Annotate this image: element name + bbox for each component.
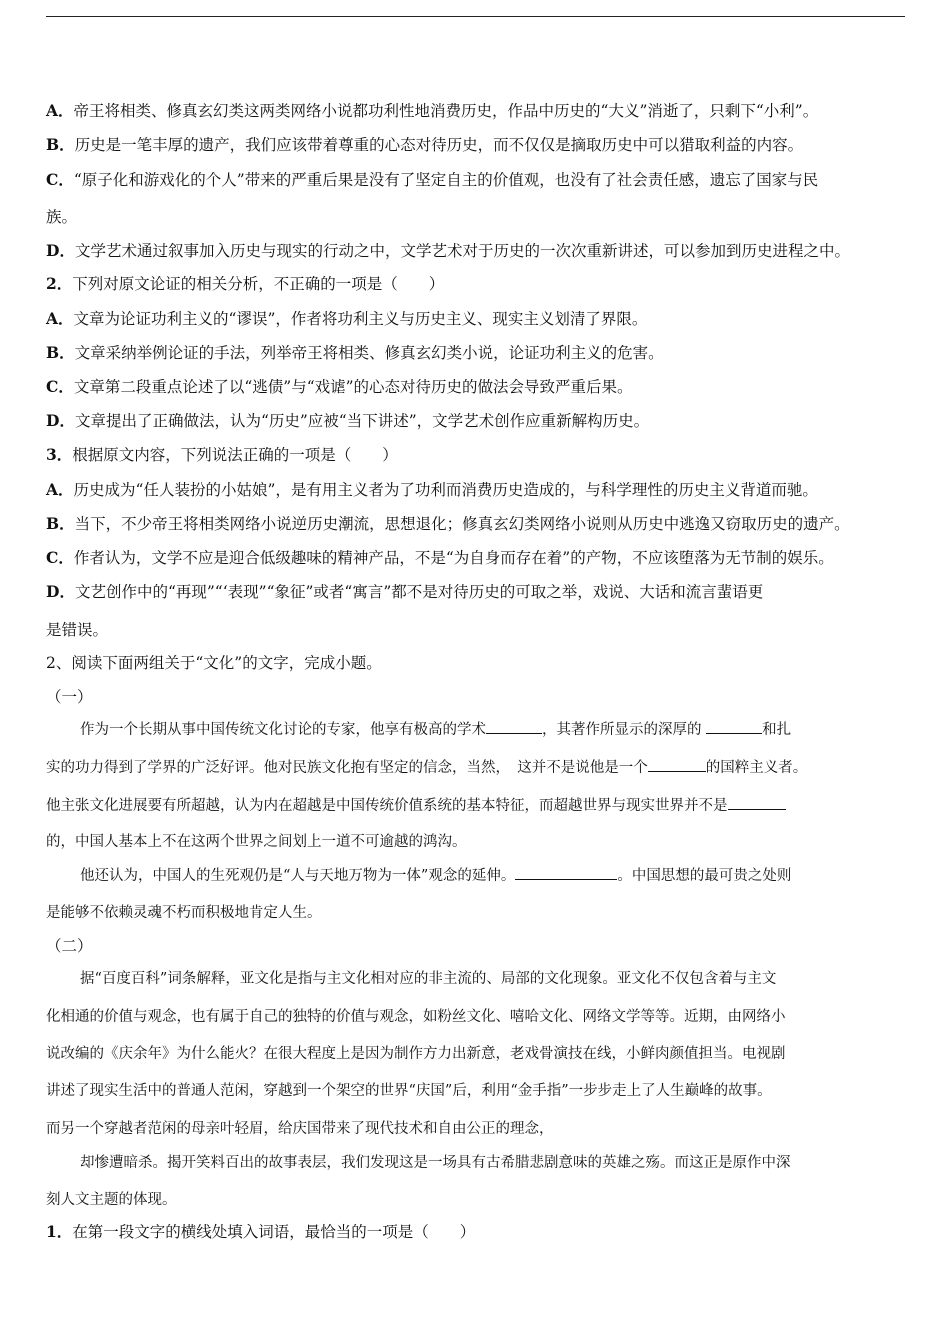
- part2-line-6: 却惨遭暗杀。揭开笑料百出的故事表层，我们发现这是一场具有古希腊悲剧意味的英雄之殇。而这正是原作中深: [80, 1155, 791, 1171]
- section2-heading: 2、阅读下面两组关于“文化”的文字，完成小题。: [46, 654, 382, 672]
- q3-option-c: C．作者认为，文学不应是迎合低级趣味的精神产品，不是“为自身而存在着”的产物，不应该堕落为无节制的娱乐。: [46, 548, 834, 567]
- q1-option-c: C．“原子化和游戏化的个人”带来的严重后果是没有了坚定自主的价值观，也没有了社会责任感，遗忘了国家与民: [46, 170, 819, 189]
- q1-option-b: B．历史是一笔丰厚的遗产，我们应该带着尊重的心态对待历史，而不仅仅是摘取历史中可以猎取利益的内容。: [46, 135, 804, 154]
- q3-option-b: B．当下，不少帝王将相类网络小说逆历史潮流，思想退化；修真玄幻类网络小说则从历史中逃逸又窃取历史的遗产。: [46, 514, 850, 533]
- item-label: C．: [46, 377, 74, 396]
- part2-line-5: 而另一个穿越者范闲的母亲叶轻眉，给庆国带来了现代技术和自由公正的理念，: [46, 1121, 554, 1137]
- q1-option-d: D．文学艺术通过叙事加入历史与现实的行动之中，文学艺术对于历史的一次次重新讲述，可以参加到历史进程之中。: [46, 241, 850, 260]
- item-label: 3．: [46, 445, 73, 464]
- item-label: B．: [46, 514, 75, 533]
- q2-option-b: B．文章采纳举例论证的手法，列举帝王将相类、修真玄幻类小说，论证功利主义的危害。: [46, 343, 664, 362]
- part1-line-4: 的，中国人基本上不在这两个世界之间划上一道不可逾越的鸿沟。: [46, 834, 467, 850]
- item-label: D．: [46, 582, 75, 601]
- item-label: B．: [46, 343, 75, 362]
- item-label: A．: [46, 309, 74, 328]
- part1-line-3: 他主张文化进展要有所超越，认为内在超越是中国传统价值系统的基本特征，而超越世界与现实世界并不是: [46, 795, 786, 817]
- q1-option-c-cont: 族。: [46, 208, 78, 226]
- item-label: A．: [46, 101, 74, 120]
- q2-option-a: A．文章为论证功利主义的“谬误”，作者将功利主义与历史主义、现实主义划清了界限。: [46, 309, 648, 328]
- section2-q1-stem: 1．在第一段文字的横线处填入词语，最恰当的一项是（ ）: [46, 1222, 476, 1241]
- part2-line-1: 据“百度百科”词条解释，亚文化是指与主文化相对应的非主流的、局部的文化现象。亚文化不仅包含着与主文: [80, 971, 777, 987]
- q2-option-c: C．文章第二段重点论述了以“逃债”与“戏谑”的心态对待历史的做法会导致严重后果。: [46, 377, 633, 396]
- item-label: D．: [46, 411, 75, 430]
- q2-stem: 2．下列对原文论证的相关分析，不正确的一项是（ ）: [46, 274, 445, 293]
- item-label: C．: [46, 170, 74, 189]
- q2-option-d: D．文章提出了正确做法，认为“历史”应被“当下讲述”，文学艺术创作应重新解构历史。: [46, 411, 650, 430]
- part1-label: （一）: [46, 688, 93, 706]
- q3-option-a: A．历史成为“任人装扮的小姑娘”，是有用主义者为了功利而消费历史造成的，与科学理性的历史主义背道而驰。: [46, 480, 818, 499]
- fill-blank-3[interactable]: [648, 757, 706, 772]
- part2-line-7: 刻人文主题的体现。: [46, 1192, 177, 1208]
- part2-line-3: 说改编的《庆余年》为什么能火？在很大程度上是因为制作方力出新意，老戏骨演技在线，小鲜肉颜值担当。电视剧: [46, 1046, 786, 1062]
- q1-option-a: A．帝王将相类、修真玄幻类这两类网络小说都功利性地消费历史，作品中历史的“大义”消逝了，只剩下“小利”。: [46, 101, 819, 120]
- part2-label: （二）: [46, 937, 93, 955]
- item-label: 2．: [46, 274, 73, 293]
- header-rule: [46, 16, 905, 17]
- part2-line-4: 讲述了现实生活中的普通人范闲，穿越到一个架空的世界“庆国”后，利用“金手指”一步步走上了人生巅峰的故事。: [46, 1083, 772, 1099]
- fill-blank-1[interactable]: [486, 719, 542, 734]
- item-label: A．: [46, 480, 74, 499]
- q3-option-d: D．文艺创作中的“再现”“‘表现”“象征”或者“寓言”都不是对待历史的可取之举，戏说、大话和流言蜚语更: [46, 582, 764, 601]
- fill-blank-4[interactable]: [728, 795, 786, 810]
- item-label: D．: [46, 241, 75, 260]
- fill-blank-2[interactable]: [706, 719, 762, 734]
- part1-line-1: 作为一个长期从事中国传统文化讨论的专家，他享有极高的学术 ，其著作所显示的深厚的 和扎: [80, 719, 791, 741]
- part2-line-2: 化相通的价值与观念，也有属于自己的独特的价值与观念，如粉丝文化、嘻哈文化、网络文学等等。近期，由网络小: [46, 1009, 786, 1025]
- part1-line-2: 实的功力得到了学界的广泛好评。他对民族文化抱有坚定的信念，当然， 这并不是说他是一个 的国粹主义者。: [46, 757, 807, 779]
- item-label: B．: [46, 135, 75, 154]
- q3-option-d-cont: 是错误。: [46, 621, 109, 639]
- fill-blank-5[interactable]: [515, 865, 617, 880]
- q3-stem: 3．根据原文内容，下列说法正确的一项是（ ）: [46, 445, 398, 464]
- item-label: C．: [46, 548, 74, 567]
- item-label: 1．: [46, 1222, 73, 1241]
- part1-line-5: 他还认为，中国人的生死观仍是“人与天地万物为一体”观念的延伸。 。中国思想的最可贵之处则: [80, 865, 791, 887]
- part1-line-6: 是能够不依赖灵魂不朽而积极地肯定人生。: [46, 905, 322, 921]
